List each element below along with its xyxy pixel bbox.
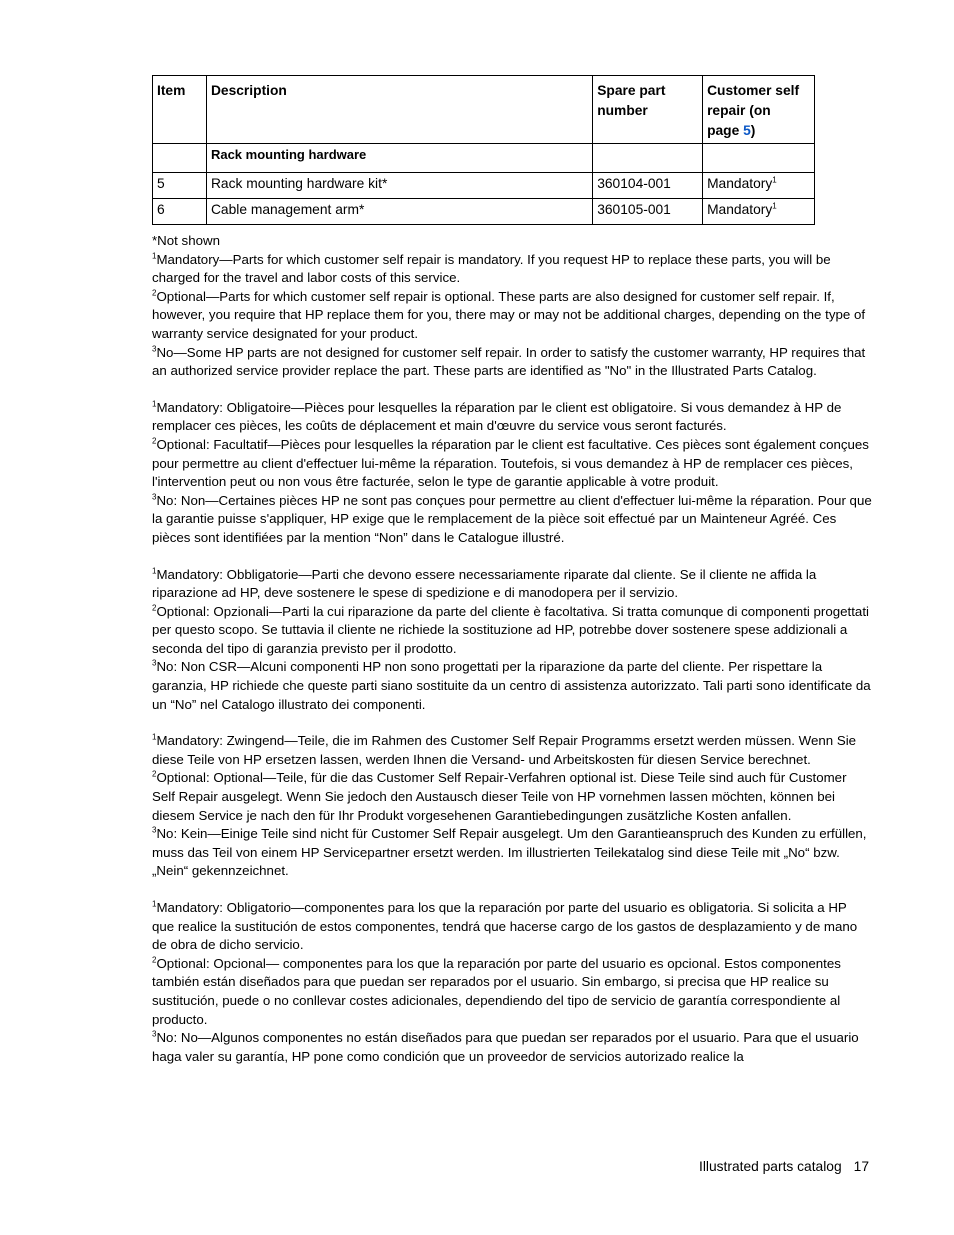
page-link[interactable]: 5 <box>743 123 751 138</box>
note-en-optional <box>152 288 872 344</box>
page-number: 17 <box>853 1159 869 1174</box>
table-cell <box>593 144 703 173</box>
note-de-optional <box>152 769 872 825</box>
cell-item: 5 <box>153 173 207 199</box>
note-text: Mandatory: Obligatorio—componentes para los que la reparación por parte del usuario es obligatoria. Si solicita a HP que realice la sustitución de estos componentes, tendrá que hacerse cargo de los gastos de desplazamiento y de mano de obra de dicho servicio. <box>152 900 858 953</box>
header-spare-line1: Spare part <box>597 83 666 98</box>
cell-item: 6 <box>153 199 207 225</box>
footnote-marker: 1 <box>152 732 157 742</box>
note-text: Optional—Parts for which customer self repair is optional. These parts are also designed for customer self repair. If, however, you require that HP replace them for you, there may or may not be additional charges, depending on the type of warranty service designated for your product. <box>152 288 866 341</box>
note-text: Optional: Opzionali—Parti la cui riparazione da parte del cliente è facoltativa. Si tratta comunque di componenti progettati per questo scopo. Se tuttavia il cliente ne richiede la sostituzione ad HP, potrebbe dover sostenere spese addizionali a seconda del tipo di garanzia previsto per il prodotto. <box>152 603 869 656</box>
footnote-marker: 2 <box>152 288 157 298</box>
table-header-row <box>153 76 815 144</box>
note-text: Optional: Opcional— componentes para los que la reparación por parte del usuario es opcional. Estos componentes también están diseñados para que puedan ser reparados por el usuario. Sin embargo, si precisa que HP realice su sustitución, puede o no conllevar costes adicionales, dependiendo del tipo de servicio de garantía correspondiente al producto. <box>152 955 841 1027</box>
cell-csr <box>703 199 815 225</box>
footnote-marker: 3 <box>152 825 157 835</box>
footnote-marker: 1 <box>152 899 157 909</box>
note-es-mandatory <box>152 899 872 955</box>
table-row <box>153 173 815 199</box>
table-row <box>153 199 815 225</box>
not-shown-note: *Not shown <box>152 233 220 248</box>
table-section-row <box>153 144 815 173</box>
note-text: No: Kein—Einige Teile sind nicht für Customer Self Repair ausgelegt. Um den Garantieanspruch des Kunden zu erfüllen, muss das Teil von einem HP Servicepartner ersetzt werden. Im illustrierten Teilekatalog sind diese Teile mit „No“ bzw. „Nein“ gekennzeichnet. <box>152 826 867 879</box>
header-csr-line3b: ) <box>750 123 756 138</box>
note-de-no <box>152 825 872 881</box>
footer-section-title: Illustrated parts catalog <box>698 1159 842 1174</box>
footnote-marker: 3 <box>152 492 157 502</box>
note-es-no <box>152 1029 872 1066</box>
note-it-mandatory <box>152 566 872 603</box>
note-it-no <box>152 658 872 714</box>
csr-value: Mandatory <box>707 202 773 217</box>
header-description: Description <box>206 76 592 144</box>
header-spare-part-number <box>593 76 703 144</box>
csr-footnote: 1 <box>772 201 777 211</box>
section-label: Rack mounting hardware <box>206 144 592 173</box>
note-text: No—Some HP parts are not designed for customer self repair. In order to satisfy the customer warranty, HP requires that an authorized service provider replace the part. These parts are identified as "No" in the Illustrated Parts Catalog. <box>152 344 866 379</box>
note-en-mandatory <box>152 251 872 288</box>
header-csr-line3a: page <box>707 123 744 138</box>
footnote-marker: 1 <box>152 566 157 576</box>
note-text: Mandatory: Zwingend—Teile, die im Rahmen des Customer Self Repair Programms ersetzt werden müssen. Wenn Sie diese Teile von HP ersetzen lassen, werden Ihnen die Versand- und Arbeitskosten für diesen Service berechnet. <box>152 733 857 767</box>
footnote-marker: 1 <box>152 251 157 261</box>
note-fr-optional <box>152 436 872 492</box>
footnote-marker: 3 <box>152 659 157 669</box>
cell-description: Cable management arm* <box>206 199 592 225</box>
cell-description: Rack mounting hardware kit* <box>206 173 592 199</box>
cell-csr <box>703 173 815 199</box>
note-de-mandatory <box>152 732 872 769</box>
table-cell <box>153 144 207 173</box>
note-es-optional <box>152 955 872 1029</box>
note-fr-no <box>152 492 872 548</box>
footnote-marker: 2 <box>152 770 157 780</box>
cell-spare: 360105-001 <box>593 199 703 225</box>
note-text: Mandatory: Obbligatorie—Parti che devono essere necessariamente riparate dal cliente. Se il cliente ne affida la riparazione ad HP, deve sostenere le spese di spedizione e di manodopera per il servizio. <box>152 566 817 601</box>
header-spare-line2: number <box>597 103 648 118</box>
note-text: Mandatory: Obligatoire—Pièces pour lesquelles la réparation par le client est obligatoire. Si vous demandez à HP de remplacer ces pièces, les coûts de déplacement et main d'œuvre du service vous seront facturés. <box>152 399 842 434</box>
footnote-marker: 2 <box>152 436 157 446</box>
table-cell <box>703 144 815 173</box>
note-en-no <box>152 344 872 381</box>
note-text: Optional: Facultatif—Pièces pour lesquelles la réparation par le client est facultative. Ces pièces sont également conçues pour permettre au client d'effectuer lui-même la réparation. Toutefois, si vous demandez à HP de remplacer ces pièces, l'intervention peut ou non vous être facturée, selon le type de garantie applicable à votre produit. <box>152 436 869 490</box>
note-fr-mandatory <box>152 399 872 436</box>
footnote-marker: 3 <box>152 1029 157 1039</box>
footnote-marker: 2 <box>152 955 157 965</box>
footnotes <box>152 232 872 1066</box>
header-customer-self-repair <box>703 76 815 144</box>
footnote-marker: 3 <box>152 344 157 354</box>
note-text: No: Non—Certaines pièces HP ne sont pas conçues pour permettre au client d'effectuer lui-même la réparation. Pour que la garantie puisse s'appliquer, HP exige que le remplacement de la pièce soit effectué par un Mainteneur Agréé. Ces pièces sont identifiées par la mention “Non” dans le Catalogue illustré. <box>152 492 872 545</box>
header-item: Item <box>153 76 207 144</box>
csr-footnote: 1 <box>772 175 777 185</box>
footnote-marker: 1 <box>152 399 157 409</box>
cell-spare: 360104-001 <box>593 173 703 199</box>
note-text: No: No—Algunos componentes no están diseñados para que puedan ser reparados por el usuario. Para que el usuario haga valer su garantía, HP pone como condición que un proveedor de servicios autorizado realice la <box>152 1030 859 1064</box>
note-text: Optional: Optional—Teile, für die das Customer Self Repair-Verfahren optional ist. Diese Teile sind auch für Customer Self Repair ausgelegt. Wenn Sie jedoch den Austausch dieser Teile von HP vornehmen lassen möchten, können bei diesem Service je nach den für Ihr Produkt vorgesehenen Garantiebedingungen zusätzliche Kosten anfallen. <box>152 770 847 823</box>
note-text: No: Non CSR—Alcuni componenti HP non sono progettati per la riparazione da parte del cliente. Per rispettare la garanzia, HP richiede che queste parti siano sostituite da un centro di assistenza autorizzato. Tali parti sono identificate da un “No” nel Catalogo illustrato dei componenti. <box>152 659 871 712</box>
note-it-optional <box>152 603 872 659</box>
note-text: Mandatory—Parts for which customer self repair is mandatory. If you request HP to replace these parts, you will be charged for the travel and labor costs of this service. <box>152 251 831 286</box>
csr-value: Mandatory <box>707 176 773 191</box>
page-footer <box>699 1159 869 1174</box>
header-csr-line2: repair (on <box>707 103 771 118</box>
header-csr-line1: Customer self <box>707 83 800 98</box>
footnote-marker: 2 <box>152 603 157 613</box>
parts-table <box>152 75 815 225</box>
